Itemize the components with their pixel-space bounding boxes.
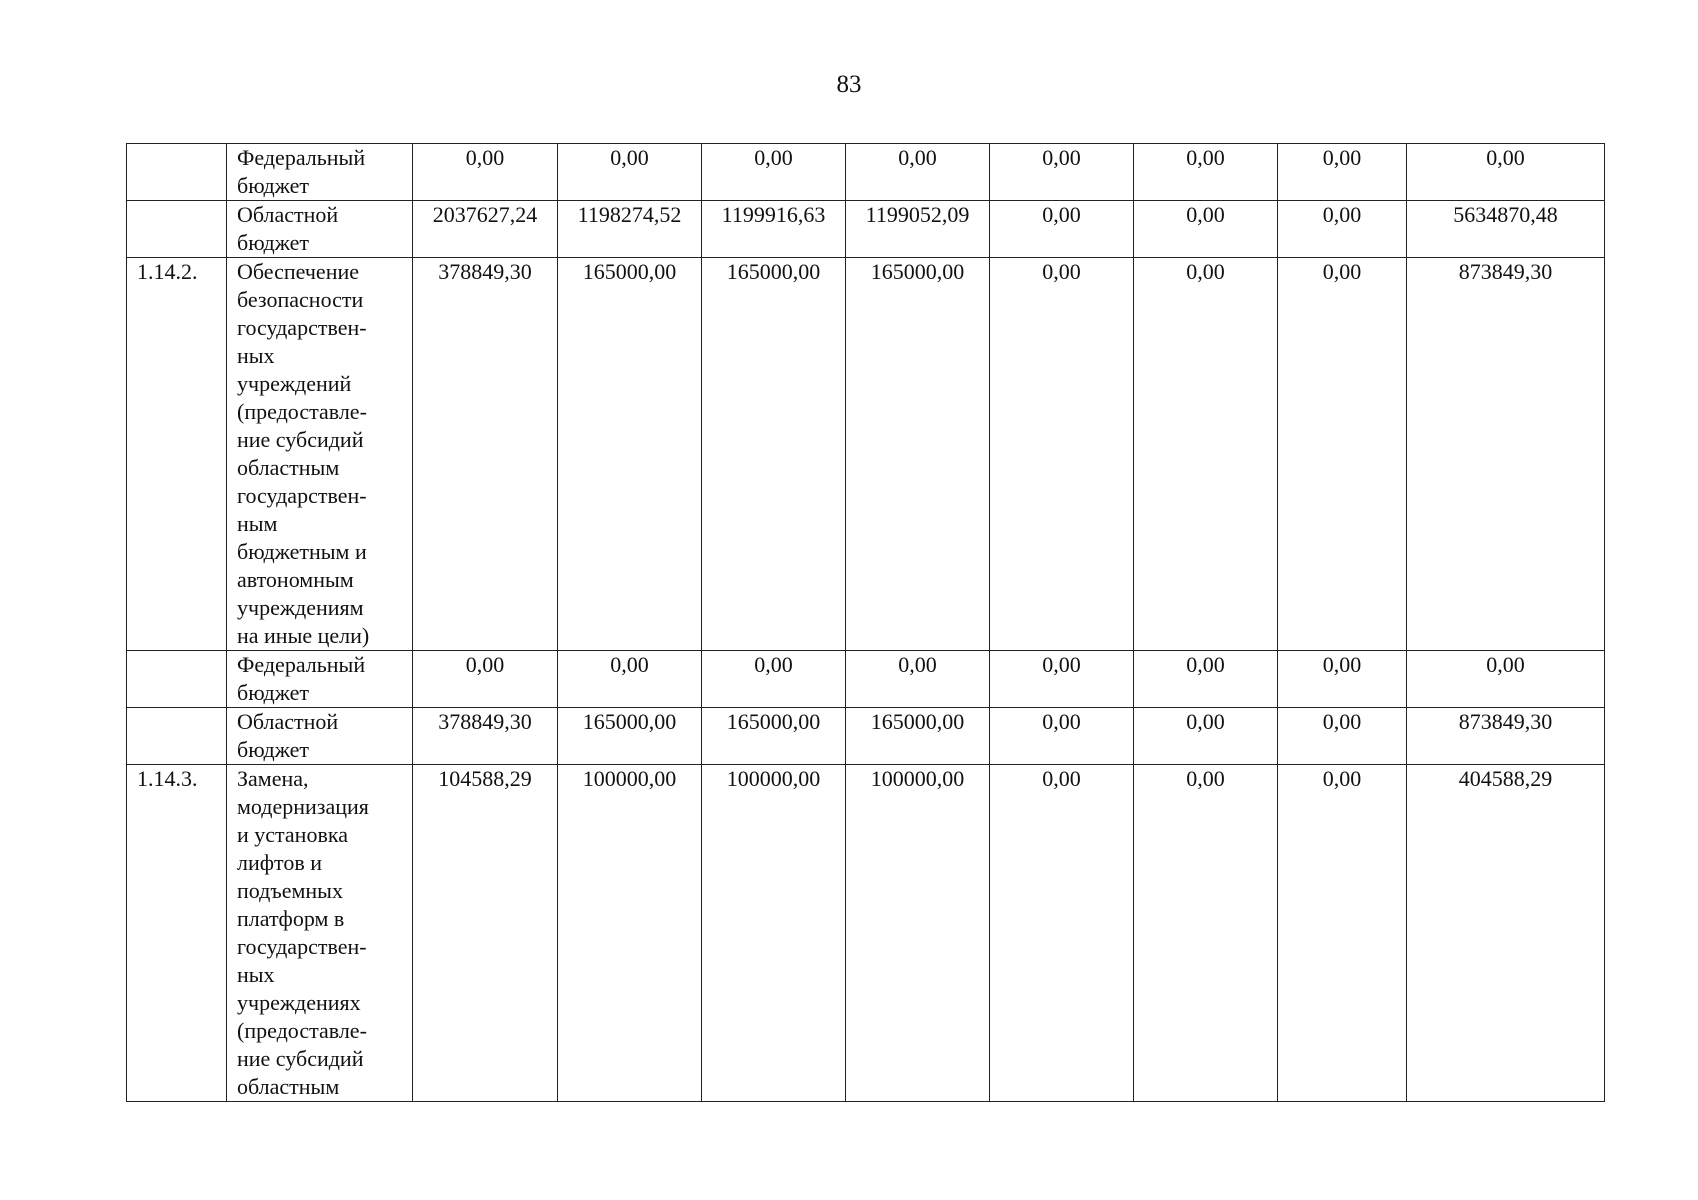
page-number: 83: [836, 71, 862, 98]
row-name-line: (предоставле-: [237, 399, 367, 424]
row-name-line: бюджет: [237, 680, 309, 705]
row-name-line: государствен-: [237, 315, 367, 340]
value-cell: 0,00: [413, 651, 558, 708]
value-cell: 0,00: [1134, 258, 1278, 651]
row-name-line: ние субсидий: [237, 427, 364, 452]
value-cell: 1198274,52: [558, 201, 702, 258]
row-name-line: Обеспечение: [237, 259, 359, 284]
table-row: [127, 201, 1605, 258]
row-name-line: на иные цели): [237, 623, 370, 648]
row-name-line: подъемных: [237, 878, 343, 903]
value-cell: 1199916,63: [702, 201, 846, 258]
row-name-line: модернизация: [237, 794, 369, 819]
total-cell: 0,00: [1407, 651, 1605, 708]
row-name: [227, 201, 413, 258]
value-cell: 165000,00: [558, 258, 702, 651]
value-cell: 0,00: [1134, 201, 1278, 258]
table-row: [127, 144, 1605, 201]
value-cell: 0,00: [1278, 651, 1407, 708]
row-name-line: лифтов и: [237, 850, 322, 875]
row-name-line: Федеральный: [237, 145, 366, 170]
row-name-line: автономным: [237, 567, 354, 592]
value-cell: 0,00: [990, 708, 1134, 765]
row-name-line: учреждениях: [237, 990, 361, 1015]
value-cell: 100000,00: [702, 765, 846, 1102]
row-name-line: ние субсидий: [237, 1046, 364, 1071]
value-cell: 1199052,09: [846, 201, 990, 258]
value-cell: 165000,00: [846, 258, 990, 651]
value-cell: 100000,00: [558, 765, 702, 1102]
row-name: [227, 144, 413, 201]
value-cell: 0,00: [1134, 144, 1278, 201]
total-cell: 0,00: [1407, 144, 1605, 201]
value-cell: 378849,30: [413, 708, 558, 765]
table-row: [127, 258, 1605, 651]
value-cell: 0,00: [1278, 258, 1407, 651]
value-cell: 0,00: [558, 144, 702, 201]
value-cell: 2037627,24: [413, 201, 558, 258]
value-cell: 165000,00: [702, 708, 846, 765]
row-name-line: ных: [237, 962, 275, 987]
row-name-line: ных: [237, 343, 275, 368]
value-cell: 0,00: [1278, 708, 1407, 765]
row-name-line: безопасности: [237, 287, 364, 312]
row-name-line: государствен-: [237, 934, 367, 959]
row-name-line: бюджет: [237, 230, 309, 255]
value-cell: 0,00: [990, 765, 1134, 1102]
row-code: 1.14.2.: [127, 258, 227, 651]
row-name-line: Замена,: [237, 766, 309, 791]
total-cell: 873849,30: [1407, 708, 1605, 765]
row-name-line: Областной: [237, 709, 339, 734]
row-name: [227, 651, 413, 708]
value-cell: 165000,00: [702, 258, 846, 651]
value-cell: 0,00: [702, 144, 846, 201]
value-cell: 0,00: [413, 144, 558, 201]
row-code: [127, 651, 227, 708]
row-name-line: областным: [237, 455, 340, 480]
value-cell: 0,00: [990, 144, 1134, 201]
value-cell: 0,00: [1278, 144, 1407, 201]
value-cell: 0,00: [1278, 201, 1407, 258]
row-code: [127, 708, 227, 765]
table-body: [127, 144, 1605, 1102]
value-cell: 0,00: [1134, 708, 1278, 765]
value-cell: 0,00: [846, 144, 990, 201]
value-cell: 0,00: [1278, 765, 1407, 1102]
row-name-line: Областной: [237, 202, 339, 227]
row-name: [227, 708, 413, 765]
value-cell: 0,00: [702, 651, 846, 708]
row-name-line: платформ в: [237, 906, 345, 931]
value-cell: 0,00: [1134, 651, 1278, 708]
row-code: [127, 144, 227, 201]
row-name-line: ным: [237, 511, 278, 536]
row-name-line: бюджет: [237, 173, 309, 198]
row-name-line: бюджет: [237, 737, 309, 762]
total-cell: 5634870,48: [1407, 201, 1605, 258]
row-name-line: областным: [237, 1074, 340, 1099]
table-row: [127, 708, 1605, 765]
row-name-line: бюджетным и: [237, 539, 367, 564]
value-cell: 100000,00: [846, 765, 990, 1102]
value-cell: 165000,00: [558, 708, 702, 765]
value-cell: 378849,30: [413, 258, 558, 651]
row-name-line: государствен-: [237, 483, 367, 508]
row-name: [227, 258, 413, 651]
row-code: [127, 201, 227, 258]
table-row: [127, 651, 1605, 708]
value-cell: 165000,00: [846, 708, 990, 765]
row-name-line: (предоставле-: [237, 1018, 367, 1043]
row-name-line: Федеральный: [237, 652, 366, 677]
row-name-line: учреждениям: [237, 595, 364, 620]
value-cell: 0,00: [1134, 765, 1278, 1102]
total-cell: 404588,29: [1407, 765, 1605, 1102]
table-row: [127, 765, 1605, 1102]
value-cell: 0,00: [990, 651, 1134, 708]
value-cell: 104588,29: [413, 765, 558, 1102]
row-name-line: и установка: [237, 822, 348, 847]
row-code: 1.14.3.: [127, 765, 227, 1102]
value-cell: 0,00: [846, 651, 990, 708]
value-cell: 0,00: [990, 258, 1134, 651]
value-cell: 0,00: [990, 201, 1134, 258]
value-cell: 0,00: [558, 651, 702, 708]
row-name: [227, 765, 413, 1102]
row-name-line: учреждений: [237, 371, 352, 396]
total-cell: 873849,30: [1407, 258, 1605, 651]
budget-table: [126, 143, 1605, 1102]
